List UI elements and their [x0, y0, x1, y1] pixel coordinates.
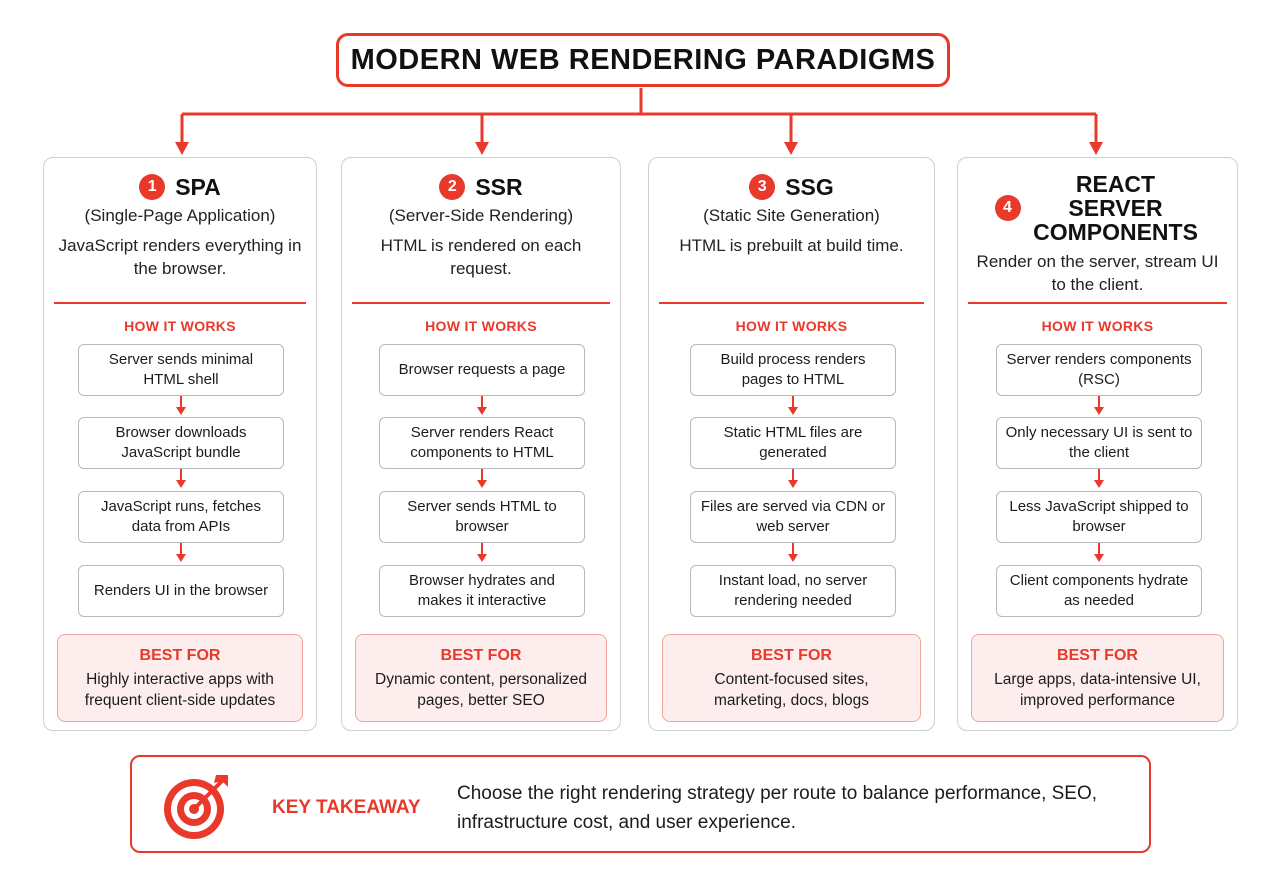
card-name: SPA [175, 174, 221, 200]
arrow-down-icon [476, 543, 488, 563]
card-subtitle: (Static Site Generation) [703, 206, 880, 225]
step-box: Browser requests a page [379, 344, 585, 396]
card-description: JavaScript renders everything in the browser. [58, 236, 302, 278]
diagram-title-box [336, 33, 950, 87]
card-description: Render on the server, stream UI to the client. [976, 252, 1219, 294]
step-box: Less JavaScript shipped to browser [996, 491, 1202, 543]
card-name: SSR [475, 174, 523, 200]
best-for-text: Highly interactive apps with frequent client-side updates [84, 671, 276, 709]
step-box: Build process renders pages to HTML [690, 344, 896, 396]
target-icon [162, 771, 232, 841]
arrow-down-icon [175, 543, 187, 563]
step-box: Instant load, no server rendering needed [690, 565, 896, 617]
card-header [342, 174, 620, 280]
step-box: Server sends minimal HTML shell [78, 344, 284, 396]
arrow-down-icon [175, 396, 187, 416]
number-badge: 4 [995, 195, 1021, 221]
arrow-down-icon [175, 469, 187, 489]
arrow-down-icon [787, 396, 799, 416]
card-subtitle: (Single-Page Application) [84, 206, 276, 225]
paradigm-card-3 [648, 157, 935, 731]
paradigm-card-2 [341, 157, 621, 731]
arrow-down-icon [1093, 469, 1105, 489]
step-box: Files are served via CDN or web server [690, 491, 896, 543]
key-takeaway-box [130, 755, 1151, 853]
how-it-works-label: HOW IT WORKS [1041, 318, 1154, 334]
step-box: Server renders React components to HTML [379, 417, 585, 469]
card-title-row [649, 174, 934, 200]
card-name: REACT SERVER COMPONENTS [1033, 171, 1198, 245]
step-box: Renders UI in the browser [78, 565, 284, 617]
arrow-down-icon [1093, 543, 1105, 563]
how-it-works-label: HOW IT WORKS [735, 318, 848, 334]
card-title-row [958, 172, 1237, 244]
card-title-row [44, 174, 316, 200]
step-box: Client components hydrate as needed [996, 565, 1202, 617]
arrow-down-icon [1093, 396, 1105, 416]
step-box: Static HTML files are generated [690, 417, 896, 469]
best-for-box [57, 634, 303, 722]
how-it-works-label: HOW IT WORKS [425, 318, 537, 334]
number-badge: 2 [439, 174, 465, 200]
takeaway-label: KEY TAKEAWAY [272, 797, 421, 818]
card-description: HTML is prebuilt at build time. [679, 236, 904, 255]
best-for-label: BEST FOR [440, 647, 522, 664]
best-for-box [662, 634, 921, 722]
arrow-down-icon [476, 396, 488, 416]
card-divider [352, 302, 610, 304]
card-divider [54, 302, 306, 304]
best-for-box [355, 634, 607, 722]
card-header [958, 172, 1237, 296]
card-name: SSG [785, 174, 834, 200]
step-box: JavaScript runs, fetches data from APIs [78, 491, 284, 543]
best-for-box [971, 634, 1224, 722]
card-header [44, 174, 316, 280]
card-divider [659, 302, 924, 304]
takeaway-text: Choose the right rendering strategy per route to balance performance, SEO, infrastructure cost, and user experience. [457, 783, 1098, 833]
step-box: Browser hydrates and makes it interactive [379, 565, 585, 617]
card-header [649, 174, 934, 257]
arrow-down-icon [476, 469, 488, 489]
card-subtitle: (Server-Side Rendering) [388, 206, 574, 225]
step-box: Server renders components (RSC) [996, 344, 1202, 396]
best-for-label: BEST FOR [139, 647, 221, 664]
number-badge: 3 [749, 174, 775, 200]
card-description: HTML is rendered on each request. [380, 236, 582, 278]
diagram-title: MODERN WEB RENDERING PARADIGMS [350, 43, 936, 76]
card-title-row [342, 174, 620, 200]
paradigm-card-1 [43, 157, 317, 731]
arrow-down-icon [787, 469, 799, 489]
arrow-down-icon [787, 543, 799, 563]
best-for-label: BEST FOR [751, 647, 832, 664]
step-box: Only necessary UI is sent to the client [996, 417, 1202, 469]
how-it-works-label: HOW IT WORKS [124, 318, 236, 334]
best-for-text: Dynamic content, personalized pages, better SEO [375, 671, 587, 709]
step-box: Server sends HTML to browser [379, 491, 585, 543]
step-box: Browser downloads JavaScript bundle [78, 417, 284, 469]
best-for-text: Large apps, data-intensive UI, improved performance [994, 671, 1201, 709]
card-divider [968, 302, 1227, 304]
number-badge: 1 [139, 174, 165, 200]
paradigm-card-4 [957, 157, 1238, 731]
best-for-label: BEST FOR [1057, 647, 1138, 664]
best-for-text: Content-focused sites, marketing, docs, blogs [713, 671, 870, 709]
